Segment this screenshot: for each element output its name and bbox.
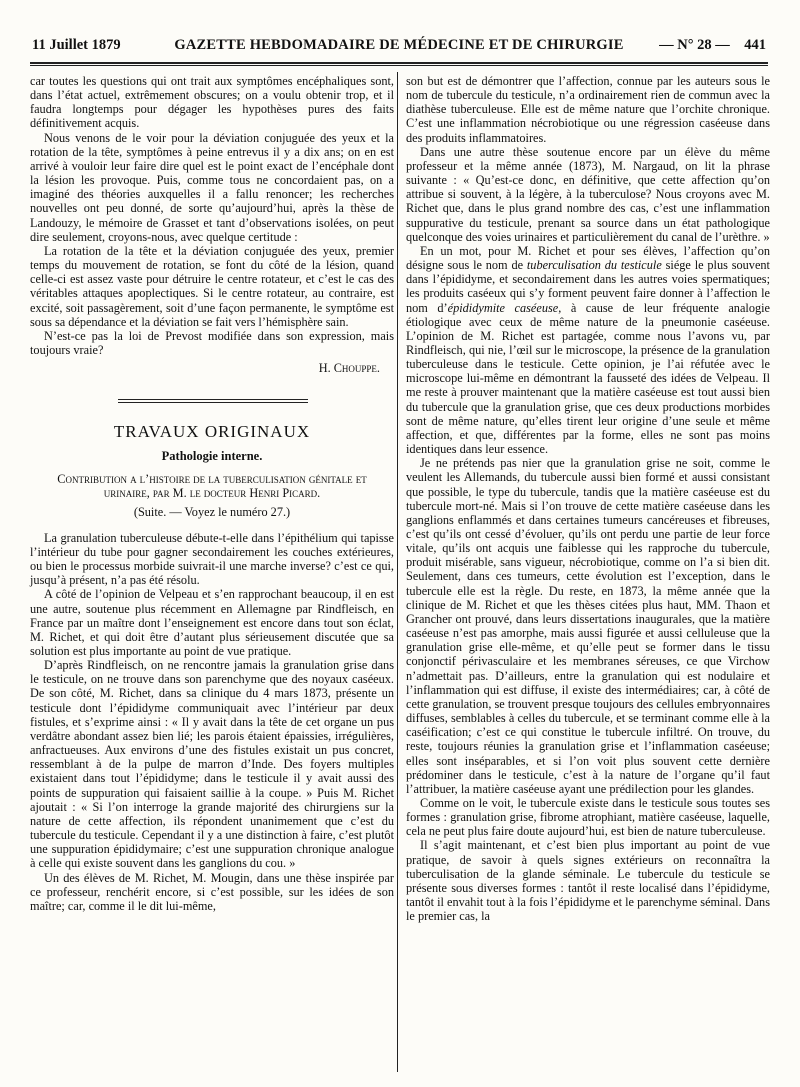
header-rule-thin xyxy=(30,65,768,66)
column-separator xyxy=(397,72,398,1072)
right-paragraph-3-c: , à cause de leur fréquente analogie étiologique avec ceux de même nature de la pneumonie caséeuse. L’opinion de M. Richet est partagée, comme nous l’avons vu, par Rindfleisch, qui nie, l’œil sur le microscope, la présence de la granulation tuberculeuse dans le testicule. Cette opinion, je l’ai réfutée avec le microscope lui-même en démontrant la fausseté des idées de Velpeau. Il me reste à prouver maintenant que la matière caséeuse est tout aussi bien du tubercule que la granulation grise, que ces deux productions morbides sont de même nature, qu’elles tirent leur origine d’une seule et même affection, et que, différentes par la forme, elles ne sont pas moins identiques dans leur essence. xyxy=(406,300,771,457)
right-paragraph-2: Dans une autre thèse soutenue encore par un élève du même professeur et la même année (1873), M. Nargaud, on lit la phrase suivante : « Qu’est-ce donc, en définitive, que cette affection qu’on attribue si souvent, à la légère, à la tuberculose? Nous croyons avec M. Richet que, dans le plus grand nombre des cas, c’est une inflammation suppurative du testicule, prenant sa source dans un état pathologique quelconque des voies urinaires et particulièrement du canal de l’urèthre. » xyxy=(406,144,770,244)
header-date: 11 Juillet 1879 xyxy=(32,37,121,53)
term-tuberculisation: tuberculisation du testicule xyxy=(526,258,662,273)
author-signature: H. Chouppe. xyxy=(318,361,380,376)
right-paragraph-1: son but est de démontrer que l’affection, connue par les auteurs sous le nom de tubercule du testicule, n’a ordinairement rien de commun avec la diathèse tuberculeuse. Elle est de même nature que l’orchite chronique. C’est une inflammation nécrobiotique ou une régression caséeuse dans des produits inflammatoires. xyxy=(406,74,770,145)
right-paragraph-3-a: En un mot, pour M. Richet et pour ses élèves, l’affection qu’on désigne sous le nom de xyxy=(406,243,770,273)
right-paragraph-6: Il s’agit maintenant, et c’est bien plus important au point de vue pratique, de savoir à quels signes extérieurs on reconnaîtra la tuberculisation de la glande séminale. Le tubercule du testicule se présente sous diverses formes : tantôt il reste localisé dans l’épididyme, tantôt il envahit tout à la fois l’épididyme et le parenchyme séminal. Dans le premier cas, la xyxy=(406,838,770,924)
left-column xyxy=(30,74,394,913)
left-paragraph-1: car toutes les questions qui ont trait aux symptômes encéphaliques sont, dans l’état actuel, extrêmement obscures; on a voulu obtenir trop, et il faudra longtemps pour dégager les hypothèses pures des faits définitivement acquis. xyxy=(30,74,394,131)
article-title: Contribution a l’histoire de la tuberculisation génitale et urinaire, par M. le docteur Henri Picard. xyxy=(57,471,367,501)
left-paragraph-2: Nous venons de le voir pour la déviation conjuguée des yeux et la rotation de la tête, symptômes à peine entrevus il y a dix ans; on en est arrivé à vouloir leur faire dire quel est le point exact de l’encéphale dont la lésion les provoque. Puis, comme tous ne concordaient pas, on a imaginé des théories auxquelles il a fallu renoncer; les recherches nouvelles ont peu donné, de sorte qu’aujourd’hui, après la thèse de Landouzy, le mémoire de Grasset et tant d’observations isolées, on peut dire seulement, croyons-nous, avec quelque certitude : xyxy=(30,130,394,244)
article-paragraph-4: Un des élèves de M. Richet, M. Mougin, dans une thèse inspirée par ce professeur, renchérit encore, si c’est possible, sur les idées de son maître; car, comme il le dit lui-même, xyxy=(30,870,394,913)
header-issue-page xyxy=(659,37,766,54)
header-journal-title: GAZETTE HEBDOMADAIRE DE MÉDECINE ET DE CHIRURGIE xyxy=(174,37,624,53)
header-rule xyxy=(30,62,768,64)
header-issue: — N° 28 — xyxy=(659,37,730,53)
article-paragraph-2: A côté de l’opinion de Velpeau et s’en rapprochant beaucoup, il en est une autre, soutenue plus récemment en Allemagne par Rindfleisch, en France par un maître dont l’enseignement est encore dans tout son éclat, M. Richet, et qui doit être d’autant plus sérieusement discutée que sa solution est plus importante au point de vue pratique. xyxy=(30,587,394,658)
left-paragraph-3: La rotation de la tête et la déviation conjuguée des yeux, premier temps du mouvement de rotation, se font du côté de la lésion, quand celle-ci est assez vaste pour détruire le centre rotateur, et c’est le cas des véritables attaques apoplectiques. Si le centre rotateur, au contraire, est excité, soit passagèrement, soit d’une façon permanente, le symptôme est sous sa dépendance et la déviation se fait vers l’hémisphère sain. xyxy=(30,243,394,329)
right-paragraph-4: Je ne prétends pas nier que la granulation grise ne soit, comme le veulent les Allemands, du tubercule aussi bien formé et aussi consistant que possible, le type du tubercule, tandis que la matière caséeuse est du tubercule mort-né. Mais si l’on trouve de cette matière caséeuse dans les ganglions enflammés et dans certaines tumeurs cancéreuses et fibreuses, c’est qu’ils ont cessé d’évoluer, qu’ils ont perdu une partie de leur force vitale, qu’ils ont acquis une faiblesse qui les rapproche du tubercule, produit misérable, sans vigueur, nécrobiotique, comme on l’a si bien dit. Seulement, dans ces tumeurs, cette évolution est l’exception, dans le tubercule elle est la règle. Du reste, en 1873, la même année que la clinique de M. Richet et que les thèses citées plus haut, MM. Thaon et Grancher ont prouvé, dans leurs dissertations inaugurales, que la matière caséeuse n’est pas amorphe, mais aussi figurée et aussi celluleuse que la granulation grise elle-même, et qu’elle peut se former dans le tissu conjonctif périvasculaire et les membranes séreuses, ce que Virchow n’admettait pas. D’ailleurs, entre la granulation qui est nodulaire et l’inflammation qui est diffuse, il existe des intermédiaires; car, à côté de cette granulation, se trouvent presque toujours des cellules embryonnaires diffuses, semblables à celles du tubercule, et se terminant comme elle à la caséification; c’est ce qui constitue le tubercule infiltré. On trouve, du reste, toujours réunies la granulation grise et l’inflammation caséeuse; elles sont inséparables, et si l’on voit plus souvent cette dernière prédominer dans le testicule, c’est à la nature de l’organe qu’il faut l’attribuer, la matière caséeuse ayant une prédilection pour les glandes. xyxy=(406,456,770,796)
section-subtitle: Pathologie interne. xyxy=(161,449,263,464)
article-continuation-note: (Suite. — Voyez le numéro 27.) xyxy=(133,504,291,519)
right-paragraph-3-b: siége le plus souvent dans l’épididyme, et secondairement dans les autres voies spermatiques; les produits caséeux qui s’y forment peuvent faire donner à l’affection le nom d’ xyxy=(406,258,770,315)
section-title: TRAVAUX ORIGINAUX xyxy=(113,422,311,442)
right-paragraph-5: Comme on le voit, le tubercule existe dans le testicule sous toutes ses formes : granulation grise, fibrome atrophiant, matière caséeuse, laquelle, cela ne peut plus faire doute aujourd’hui, est bien de nature tuberculeuse. xyxy=(406,795,770,839)
right-column xyxy=(406,74,770,923)
left-paragraph-4: N’est-ce pas la loi de Prevost modifiée dans son expression, mais toujours vraie? xyxy=(30,328,394,357)
article-paragraph-1: La granulation tuberculeuse débute-t-elle dans l’épithélium qui tapisse l’intérieur du tube pour gagner secondairement les couches extérieures, ou bien le processus morbide suivrait-il une marche inverse? c’est ce qui, jusqu’à présent, n’a pas été résolu. xyxy=(30,530,394,588)
header-page-number: 441 xyxy=(744,37,766,53)
term-epididymite: épididymite caséeuse xyxy=(447,300,559,315)
section-divider xyxy=(30,387,394,417)
article-paragraph-3: D’après Rindfleisch, on ne rencontre jamais la granulation grise dans le testicule, on ne trouve dans son parenchyme que des noyaux caséeux. De son côté, M. Richet, dans sa clinique du 4 mars 1873, présente un testicule dont l’épididyme communiquait avec l’intérieur par deux fistules, et s’exprime ainsi : « Il y avait dans la tête de cet organe un pus verdâtre abondant assez bien lié; les parois étaient épaissies, irrégulières, anfractueuses. Aux environs d’une des fistules existait un pus concret, ressemblant à de la pulpe de marron d’Inde. Des foyers multiples existaient dans tout l’épididyme; dans le testicule il y avait aussi des points de suppuration qui faisaient saillie à la coupe. » Puis M. Richet ajoutait : « Si l’on interroge la grande majorité des chirurgiens sur la nature de cette affection, ils répondent unanimement que c’est du tubercule du testicule. Cependant il y a une distinction à faire, c’est plutôt une suppuration épididymaire; c’est une suppuration chronique analogue à celle qui existe souvent dans les ganglions du cou. » xyxy=(30,658,394,871)
right-paragraph-3 xyxy=(406,244,770,456)
running-header xyxy=(30,35,768,57)
